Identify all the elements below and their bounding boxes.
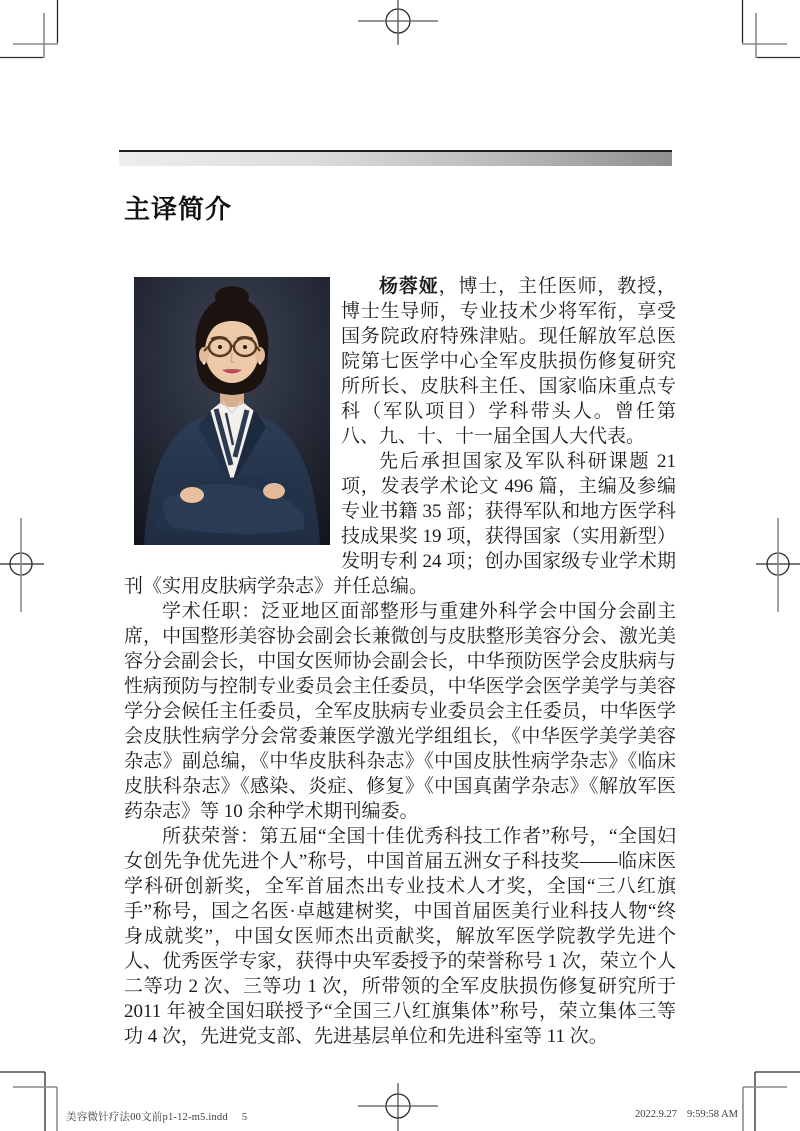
portrait-photo bbox=[134, 277, 330, 545]
footer-timestamp bbox=[635, 1109, 738, 1120]
bio-paragraph-2: 先后承担国家及军队科研课题 21 项，发表学术论文 496 篇，主编及参编专业书籍 35 部；获得军队和地方医学科技成果奖 19 项，获得国家（实用新型）发明专利 24 项；创办国家级专业学术期刊《实用皮肤病学杂志》并任总编。 bbox=[124, 451, 676, 597]
footer-page-number: 5 bbox=[241, 1112, 248, 1123]
footer-file-info bbox=[66, 1109, 247, 1124]
bio-content bbox=[124, 274, 676, 1049]
header-gradient-bar bbox=[119, 150, 672, 166]
footer-date: 2022.9.27 bbox=[634, 1109, 677, 1120]
bio-name: 杨蓉娅 bbox=[379, 276, 439, 297]
portrait-illustration bbox=[134, 277, 330, 545]
footer-time: 9:59:58 AM bbox=[686, 1109, 738, 1120]
page-title: 主译简介 bbox=[124, 194, 233, 224]
footer-filename: 美容微针疗法00文前p1-12-m5.indd bbox=[66, 1112, 228, 1123]
bio-paragraph-4: 所获荣誉：第五届“全国十佳优秀科技工作者”称号，“全国妇女创先争优先进个人”称号，中国首届五洲女子科技奖——临床医学科研创新奖，全军首届杰出专业技术人才奖，全国“三八红旗手”称号，国之名医·卓越建树奖，中国首届医美行业科技人物“终身成就奖”，中国女医师杰出贡献奖，解放军医学院教学先进个人、优秀医学专家，获得中央军委授予的荣誉称号 1 次，荣立个人二等功 2 次、三等功 1 次，所带领的全军皮肤损伤修复研究所于 2011 年被全国妇联授予“全国三八红旗集体”称号，荣立集体三等功 4 次，先进党支部、先进基层单位和先进科室等 11 次。 bbox=[124, 826, 676, 1047]
bio-paragraph-1-text: ，博士，主任医师，教授，博士生导师，专业技术少将军衔，享受国务院政府特殊津贴。现任解放军总医院第七医学中心全军皮肤损伤修复研究所所长、皮肤科主任、国家临床重点专科（军队项目）学科带头人。曾任第八、九、十、十一届全国人大代表。 bbox=[341, 276, 676, 447]
bio-paragraph-3: 学术任职：泛亚地区面部整形与重建外科学会中国分会副主席，中国整形美容协会副会长兼微创与皮肤整形美容分会、激光美容分会副会长，中国女医师协会副会长，中华预防医学会皮肤病与性病预防与控制专业委员会主任委员，中华医学会医学美学与美容学分会候任主任委员，全军皮肤病专业委员会主任委员，中华医学会皮肤性病学分会常委兼医学激光学组组长，《中华医学美学美容杂志》副总编，《中华皮肤科杂志》《中国皮肤性病学杂志》《临床皮肤科杂志》《感染、炎症、修复》《中国真菌学杂志》《解放军医药杂志》等 10 余种学术期刊编委。 bbox=[124, 601, 676, 822]
